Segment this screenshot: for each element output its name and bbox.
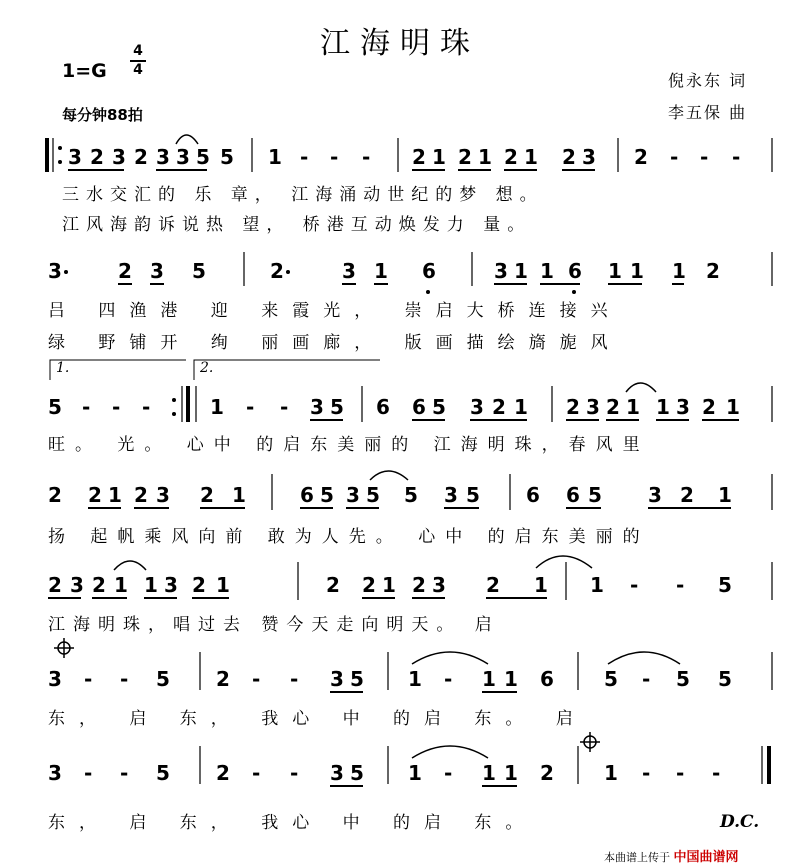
svg-text:3: 3 bbox=[342, 259, 356, 283]
svg-text:1: 1 bbox=[590, 573, 604, 597]
score-row-7 bbox=[48, 746, 769, 786]
svg-text:1: 1 bbox=[232, 483, 246, 507]
svg-text:-: - bbox=[642, 761, 651, 785]
svg-text:5: 5 bbox=[320, 483, 334, 507]
lyricist-credit: 倪永东 词 bbox=[668, 71, 748, 90]
footer-credit: 本曲谱上传于 中国曲谱网 bbox=[604, 850, 739, 865]
lyric-row-7: 东， 启 东， 我心 中 的启 东。 bbox=[48, 813, 537, 833]
svg-text:2: 2 bbox=[216, 761, 230, 785]
svg-text:2: 2 bbox=[412, 145, 426, 169]
svg-text:6: 6 bbox=[526, 483, 540, 507]
svg-text:2: 2 bbox=[458, 145, 472, 169]
svg-text:2: 2 bbox=[492, 395, 506, 419]
svg-text:-: - bbox=[642, 667, 651, 691]
svg-text:3: 3 bbox=[582, 145, 596, 169]
svg-text:1: 1 bbox=[482, 667, 496, 691]
svg-text:6: 6 bbox=[422, 259, 436, 283]
svg-text:-: - bbox=[120, 761, 129, 785]
svg-text:1: 1 bbox=[608, 259, 622, 283]
svg-text:1: 1 bbox=[540, 259, 554, 283]
svg-text:3: 3 bbox=[156, 483, 170, 507]
svg-text:2: 2 bbox=[504, 145, 518, 169]
svg-text:3: 3 bbox=[70, 573, 84, 597]
svg-text:3: 3 bbox=[112, 145, 126, 169]
lyric-row-1-verse-1: 三水交汇的 乐 章， 江海涌动世纪的梦 想。 bbox=[62, 185, 544, 205]
svg-text:3: 3 bbox=[48, 259, 62, 283]
svg-text:2: 2 bbox=[270, 259, 284, 283]
svg-text:-: - bbox=[112, 395, 121, 419]
svg-text:2: 2 bbox=[540, 761, 554, 785]
svg-text:2: 2 bbox=[216, 667, 230, 691]
svg-text:1: 1 bbox=[374, 259, 388, 283]
svg-text:1: 1 bbox=[630, 259, 644, 283]
svg-text:1: 1 bbox=[514, 395, 528, 419]
svg-text:-: - bbox=[290, 761, 299, 785]
svg-text:5: 5 bbox=[330, 395, 344, 419]
svg-text:5: 5 bbox=[404, 483, 418, 507]
volta-second-label: 2. bbox=[200, 360, 214, 376]
svg-text:2: 2 bbox=[192, 573, 206, 597]
svg-text:2: 2 bbox=[326, 573, 340, 597]
svg-text:3: 3 bbox=[48, 761, 62, 785]
score-row-5 bbox=[48, 556, 772, 600]
volta-brackets bbox=[50, 360, 380, 380]
site-name: 中国曲谱网 bbox=[673, 850, 739, 865]
svg-text:3: 3 bbox=[68, 145, 82, 169]
svg-text:1: 1 bbox=[718, 483, 732, 507]
svg-text:1: 1 bbox=[482, 761, 496, 785]
svg-text:-: - bbox=[84, 667, 93, 691]
svg-text:3: 3 bbox=[470, 395, 484, 419]
svg-text:1: 1 bbox=[114, 573, 128, 597]
lyric-row-4: 扬 起帆乘风向前 敢为人先。 心中 的启东美丽的 bbox=[48, 527, 650, 547]
svg-text:1: 1 bbox=[504, 761, 518, 785]
svg-text:1: 1 bbox=[504, 667, 518, 691]
svg-text:1: 1 bbox=[408, 761, 422, 785]
lyric-row-5: 江海明珠，唱过去 赞今天走向明天。 启 bbox=[48, 615, 500, 635]
svg-text:3: 3 bbox=[648, 483, 662, 507]
svg-text:5: 5 bbox=[350, 761, 364, 785]
svg-text:5: 5 bbox=[466, 483, 480, 507]
svg-text:5: 5 bbox=[48, 395, 62, 419]
lyric-row-3: 旺。 光。 心中 的启东美丽的 江海明珠，春风里 bbox=[48, 435, 650, 455]
svg-text:2: 2 bbox=[562, 145, 576, 169]
page-title: 江海明珠 bbox=[320, 26, 480, 61]
svg-text:5: 5 bbox=[220, 145, 234, 169]
svg-text:2: 2 bbox=[200, 483, 214, 507]
svg-text:6: 6 bbox=[376, 395, 390, 419]
svg-text:2: 2 bbox=[606, 395, 620, 419]
svg-text:-: - bbox=[300, 145, 309, 169]
svg-text:1: 1 bbox=[108, 483, 122, 507]
svg-text:1: 1 bbox=[726, 395, 740, 419]
svg-text:2: 2 bbox=[118, 259, 132, 283]
svg-text:-: - bbox=[362, 145, 371, 169]
svg-text:-: - bbox=[290, 667, 299, 691]
dc-marking: D.C. bbox=[720, 812, 760, 832]
svg-text:1: 1 bbox=[524, 145, 538, 169]
coda-sign-2 bbox=[580, 732, 600, 752]
lyric-row-2-verse-1: 吕 四渔港 迎 来霞光， 崇启大桥连接兴 bbox=[48, 301, 622, 321]
svg-text:3: 3 bbox=[676, 395, 690, 419]
svg-text:1: 1 bbox=[382, 573, 396, 597]
svg-text:2: 2 bbox=[566, 395, 580, 419]
svg-text:1: 1 bbox=[626, 395, 640, 419]
svg-text:5: 5 bbox=[718, 573, 732, 597]
svg-text:2: 2 bbox=[362, 573, 376, 597]
coda-sign bbox=[54, 638, 74, 658]
svg-text:2: 2 bbox=[48, 483, 62, 507]
svg-text:6: 6 bbox=[540, 667, 554, 691]
svg-text:2: 2 bbox=[92, 573, 106, 597]
lyric-row-6: 东， 启 东， 我心 中 的启 东。 启 bbox=[48, 709, 587, 729]
svg-text:3: 3 bbox=[156, 145, 170, 169]
svg-text:5: 5 bbox=[196, 145, 210, 169]
time-signature: 4 4 bbox=[130, 44, 146, 78]
svg-text:5: 5 bbox=[156, 667, 170, 691]
svg-text:-: - bbox=[84, 761, 93, 785]
score-row-1 bbox=[47, 135, 772, 172]
svg-text:1: 1 bbox=[144, 573, 158, 597]
key-signature: 1=G bbox=[62, 60, 107, 82]
svg-text:5: 5 bbox=[192, 259, 206, 283]
svg-text:1: 1 bbox=[432, 145, 446, 169]
svg-text:-: - bbox=[252, 667, 261, 691]
volta-first-label: 1. bbox=[56, 360, 70, 376]
svg-text:3: 3 bbox=[176, 145, 190, 169]
score-row-4 bbox=[48, 471, 772, 510]
svg-text:2: 2 bbox=[412, 573, 426, 597]
svg-text:3: 3 bbox=[444, 483, 458, 507]
score-row-6 bbox=[48, 652, 772, 692]
tempo-marking: 每分钟88拍 bbox=[62, 106, 143, 124]
svg-text:5: 5 bbox=[366, 483, 380, 507]
svg-text:3: 3 bbox=[310, 395, 324, 419]
svg-text:3: 3 bbox=[432, 573, 446, 597]
svg-text:1: 1 bbox=[210, 395, 224, 419]
svg-text:3: 3 bbox=[330, 761, 344, 785]
svg-text:3: 3 bbox=[330, 667, 344, 691]
svg-text:5: 5 bbox=[350, 667, 364, 691]
svg-text:1: 1 bbox=[216, 573, 230, 597]
svg-text:1: 1 bbox=[408, 667, 422, 691]
svg-text:1: 1 bbox=[604, 761, 618, 785]
svg-text:-: - bbox=[120, 667, 129, 691]
svg-text:-: - bbox=[444, 761, 453, 785]
svg-text:-: - bbox=[330, 145, 339, 169]
svg-text:2: 2 bbox=[88, 483, 102, 507]
svg-text:-: - bbox=[280, 395, 289, 419]
svg-text:-: - bbox=[246, 395, 255, 419]
svg-text:5: 5 bbox=[718, 667, 732, 691]
svg-text:1: 1 bbox=[672, 259, 686, 283]
svg-text:5: 5 bbox=[588, 483, 602, 507]
lyric-row-2-verse-2: 绿 野铺开 绚 丽画廊， 版画描绘旖旎风 bbox=[48, 333, 622, 353]
svg-text:6: 6 bbox=[412, 395, 426, 419]
svg-text:-: - bbox=[670, 145, 679, 169]
svg-text:1: 1 bbox=[478, 145, 492, 169]
svg-text:2: 2 bbox=[134, 483, 148, 507]
svg-text:-: - bbox=[676, 761, 685, 785]
svg-text:-: - bbox=[252, 761, 261, 785]
svg-text:-: - bbox=[444, 667, 453, 691]
svg-text:2: 2 bbox=[48, 573, 62, 597]
svg-text:-: - bbox=[700, 145, 709, 169]
svg-text:-: - bbox=[676, 573, 685, 597]
svg-text:2: 2 bbox=[634, 145, 648, 169]
svg-text:2: 2 bbox=[680, 483, 694, 507]
svg-text:2: 2 bbox=[702, 395, 716, 419]
lyric-row-1-verse-2: 江风海韵诉说热 望， 桥港互动焕发力 量。 bbox=[62, 215, 532, 235]
score-row-3 bbox=[48, 383, 772, 422]
svg-text:3: 3 bbox=[346, 483, 360, 507]
svg-text:5: 5 bbox=[676, 667, 690, 691]
svg-text:-: - bbox=[630, 573, 639, 597]
svg-text:-: - bbox=[82, 395, 91, 419]
svg-text:2: 2 bbox=[90, 145, 104, 169]
svg-text:3: 3 bbox=[150, 259, 164, 283]
svg-text:3: 3 bbox=[164, 573, 178, 597]
svg-text:-: - bbox=[732, 145, 741, 169]
svg-text:1: 1 bbox=[656, 395, 670, 419]
composer-credit: 李五保 曲 bbox=[668, 103, 748, 122]
svg-text:2: 2 bbox=[486, 573, 500, 597]
svg-text:6: 6 bbox=[568, 259, 582, 283]
svg-text:2: 2 bbox=[706, 259, 720, 283]
svg-text:5: 5 bbox=[432, 395, 446, 419]
score-row-2 bbox=[48, 252, 772, 294]
svg-text:5: 5 bbox=[156, 761, 170, 785]
svg-text:-: - bbox=[142, 395, 151, 419]
svg-text:6: 6 bbox=[300, 483, 314, 507]
svg-text:-: - bbox=[712, 761, 721, 785]
svg-text:3: 3 bbox=[586, 395, 600, 419]
svg-text:6: 6 bbox=[566, 483, 580, 507]
svg-text:2: 2 bbox=[134, 145, 148, 169]
svg-text:1: 1 bbox=[534, 573, 548, 597]
svg-text:5: 5 bbox=[604, 667, 618, 691]
svg-text:3: 3 bbox=[494, 259, 508, 283]
svg-text:1: 1 bbox=[268, 145, 282, 169]
svg-text:1: 1 bbox=[514, 259, 528, 283]
svg-text:3: 3 bbox=[48, 667, 62, 691]
